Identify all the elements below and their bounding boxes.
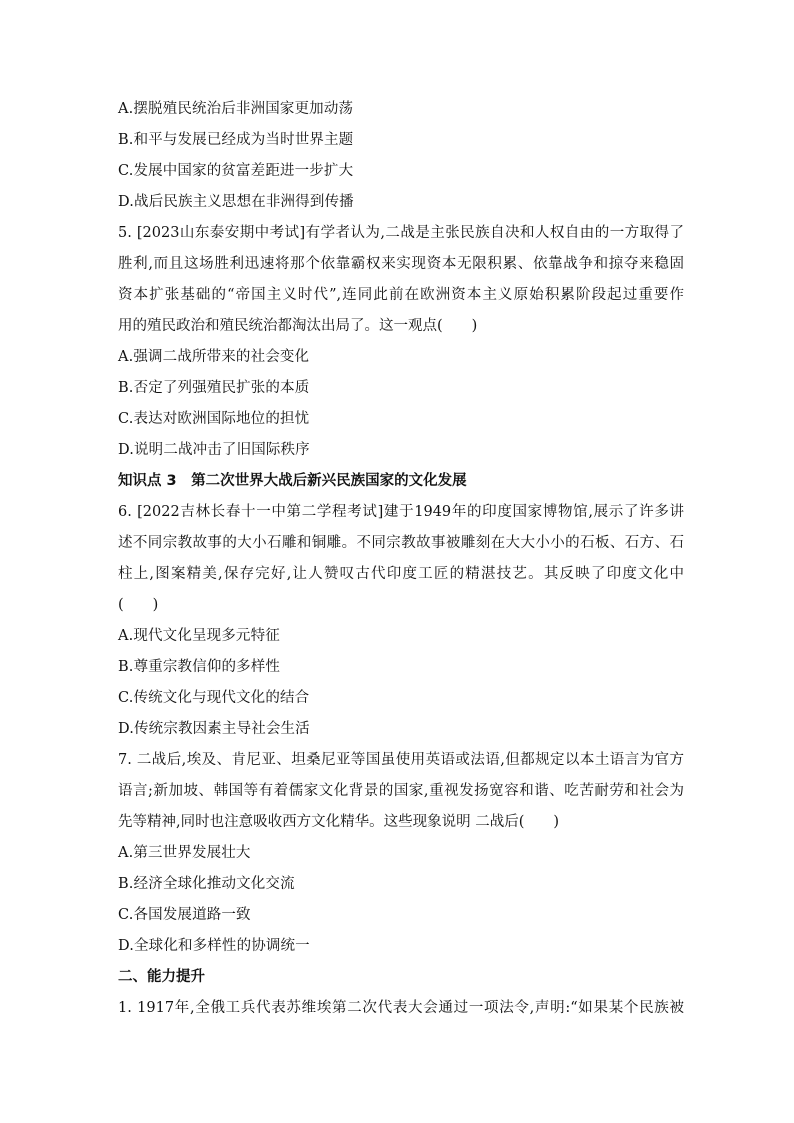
q5-option-c: C.表达对欧洲国际地位的担忧 xyxy=(118,411,310,427)
q7-stem-line-2: 语言;新加坡、韩国等有着儒家文化背景的国家,重视发扬宽容和谐、吃苦耐劳和社会为 xyxy=(118,783,684,799)
q6-stem-line-2: 述不同宗教故事的大小石雕和铜雕。不同宗教故事被雕刻在大大小小的石板、石方、石 xyxy=(118,535,684,551)
q6-option-a: A.现代文化呈现多元特征 xyxy=(118,628,280,644)
q6-option-c: C.传统文化与现代文化的结合 xyxy=(118,690,310,706)
q7-option-d: D.全球化和多样性的协调统一 xyxy=(118,938,310,954)
q4-option-d: D.战后民族主义思想在非洲得到传播 xyxy=(118,194,354,210)
q5-stem-line-1: 5. [2023山东泰安期中考试]有学者认为,二战是主张民族自决和人权自由的一方取得了 xyxy=(118,225,684,241)
q7-stem-line-1: 7. 二战后,埃及、肯尼亚、坦桑尼亚等国虽使用英语或法语,但都规定以本土语言为官方 xyxy=(118,752,684,768)
q5-option-b: B.否定了列强殖民扩张的本质 xyxy=(118,380,310,396)
question-5 xyxy=(118,218,684,466)
q5-stem-line-2: 胜利,而且这场胜利迅速将那个依靠霸权来实现资本无限积累、依靠战争和掠夺来稳固 xyxy=(118,256,684,272)
q6-option-d: D.传统宗教因素主导社会生活 xyxy=(118,721,310,737)
part2-q1-stem-line-1: 1. 1917年,全俄工兵代表苏维埃第二次代表大会通过一项法令,声明:“如果某个民族被 xyxy=(118,1000,684,1016)
q7-option-c: C.各国发展道路一致 xyxy=(118,907,251,923)
q4-option-a: A.摆脱殖民统治后非洲国家更加动荡 xyxy=(118,101,354,117)
question-6 xyxy=(118,497,684,745)
q6-stem-line-1: 6. [2022吉林长春十一中第二学程考试]建于1949年的印度国家博物馆,展示了许多讲 xyxy=(118,504,684,520)
q7-stem-line-3: 先等精神,同时也注意吸收西方文化精华。这些现象说明 二战后( ) xyxy=(118,814,560,830)
q7-option-b: B.经济全球化推动文化交流 xyxy=(118,876,295,892)
q4-options xyxy=(118,94,684,218)
q4-option-c: C.发展中国家的贫富差距进一步扩大 xyxy=(118,163,354,179)
q4-option-b: B.和平与发展已经成为当时世界主题 xyxy=(118,132,354,148)
q6-stem-line-3: 柱上,图案精美,保存完好,让人赞叹古代印度工匠的精湛技艺。其反映了印度文化中 xyxy=(118,566,684,582)
q5-stem-line-4: 用的殖民政治和殖民统治都淘汰出局了。这一观点( ) xyxy=(118,318,478,334)
q6-option-b: B.尊重宗教信仰的多样性 xyxy=(118,659,281,675)
q5-stem-line-3: 资本扩张基础的“帝国主义时代”,连同此前在欧洲资本主义原始积累阶段起过重要作 xyxy=(118,287,684,303)
q6-stem-line-4: ( ) xyxy=(118,597,159,613)
q7-option-a: A.第三世界发展壮大 xyxy=(118,845,251,861)
q5-option-a: A.强调二战所带来的社会变化 xyxy=(118,349,310,365)
part-2-heading: 二、能力提升 xyxy=(118,969,205,985)
q5-option-d: D.说明二战冲击了旧国际秩序 xyxy=(118,442,310,458)
question-7 xyxy=(118,745,684,962)
section-3-heading: 知识点 3 第二次世界大战后新兴民族国家的文化发展 xyxy=(118,473,467,489)
document-page xyxy=(118,94,684,1024)
